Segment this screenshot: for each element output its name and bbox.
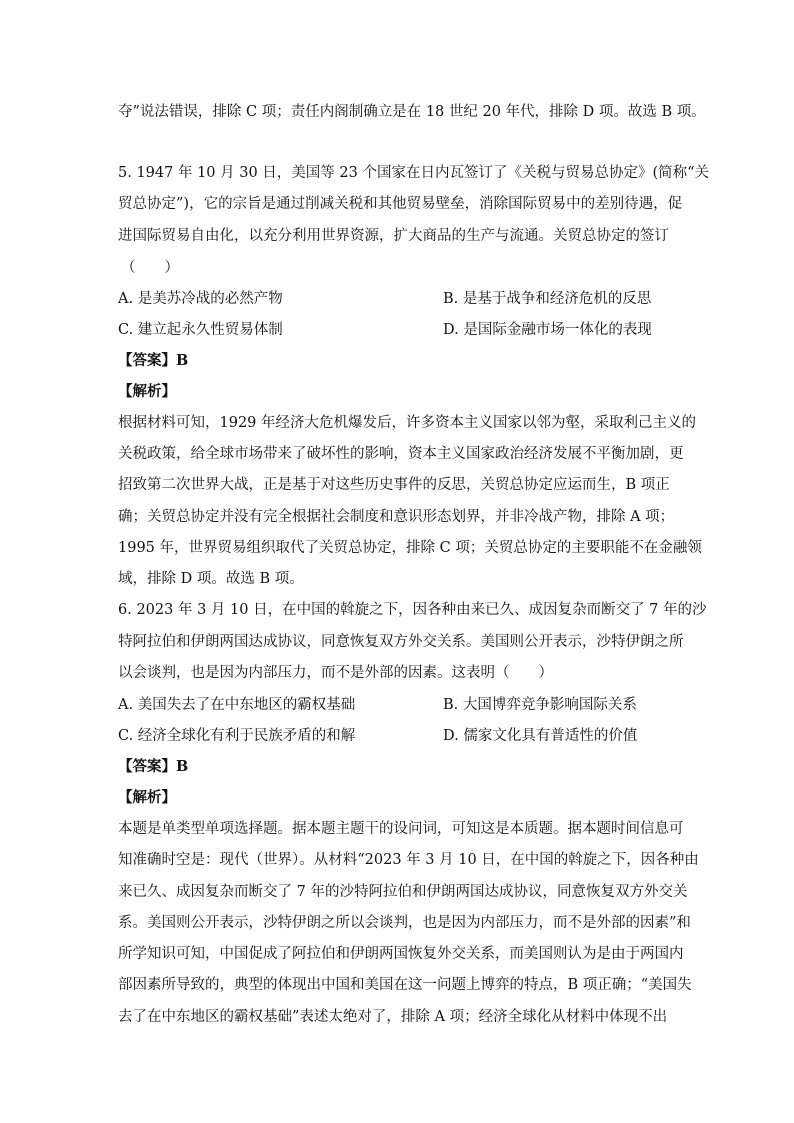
q5-option-d: D. 是国际金融市场一体化的表现: [443, 322, 652, 338]
q5-analysis-line-1: 根据材料可知，1929 年经济大危机爆发后，许多资本主义国家以邻为壑，采取利己主义的: [118, 415, 697, 431]
q5-answer: 【答案】B: [118, 352, 189, 369]
q6-stem-line-1: 6. 2023 年 3 月 10 日，在中国的斡旋之下，因各种由来已久、成因复杂而断交了 7 年的沙: [118, 602, 707, 618]
q6-answer: 【答案】B: [118, 758, 189, 775]
q6-analysis-line-7: 去了在中东地区的霸权基础”表述太绝对了，排除 A 项；经济全球化从材料中体现不出: [118, 1009, 668, 1025]
q6-option-d: D. 儒家文化具有普适性的价值: [443, 728, 638, 744]
q5-option-a: A. 是美苏冷战的必然产物: [118, 291, 283, 307]
q5-analysis-line-6: 域，排除 D 项。故选 B 项。: [118, 571, 304, 587]
q6-option-b: B. 大国博弈竞争影响国际关系: [443, 697, 637, 713]
q5-analysis-line-4: 确；关贸总协定并没有完全根据社会制度和意识形态划界，并非冷战产物，排除 A 项；: [118, 509, 675, 525]
q6-analysis-line-6: 部因素所导致的，典型的体现出中国和美国在这一问题上博弈的特点，B 项正确；“美国失: [118, 977, 692, 993]
q5-option-c: C. 建立起永久性贸易体制: [118, 322, 283, 338]
q5-analysis-line-5: 1995 年，世界贸易组织取代了关贸总协定，排除 C 项；关贸总协定的主要职能不在金融领: [118, 540, 702, 556]
q5-analysis-title: 【解析】: [118, 383, 176, 400]
q6-analysis-title: 【解析】: [118, 789, 176, 806]
q6-stem-line-3: 以会谈判，也是因为内部压力，而不是外部的因素。这表明（ ）: [118, 665, 553, 681]
q5-analysis-line-2: 关税政策，给全球市场带来了破坏性的影响，资本主义国家政治经济发展不平衡加剧，更: [118, 446, 684, 462]
q6-analysis-line-1: 本题是单类型单项选择题。据本题主题干的设问词，可知这是本质题。据本题时间信息可: [118, 821, 684, 837]
q6-analysis-line-2: 知准确时空是：现代（世界）。从材料“2023 年 3 月 10 日，在中国的斡旋之下，因各种由: [118, 852, 699, 868]
q5-option-b: B. 是基于战争和经济危机的反思: [443, 291, 652, 307]
q5-stem-line-2: 贸总协定”)，它的宗旨是通过削减关税和其他贸易壁垒，消除国际贸易中的差别待遇，促: [118, 196, 683, 212]
q6-option-a: A. 美国失去了在中东地区的霸权基础: [118, 697, 356, 713]
q5-stem-line-4: （ ）: [121, 260, 179, 276]
q5-analysis-line-3: 招致第二次世界大战，正是基于对这些历史事件的反思，关贸总协定应运而生，B 项正: [118, 477, 670, 493]
q6-analysis-line-5: 所学知识可知，中国促成了阿拉伯和伊朗两国恢复外交关系，而美国则认为是由于两国内: [118, 946, 684, 962]
q6-analysis-line-4: 系。美国则公开表示，沙特伊朗之所以会谈判，也是因为内部压力，而不是外部的因素”和: [118, 915, 691, 931]
q6-analysis-line-3: 来已久、成因复杂而断交了 7 年的沙特阿拉伯和伊朗两国达成协议，同意恢复双方外交关: [118, 884, 688, 900]
previous-analysis-tail: 夺”说法错误，排除 C 项；责任内阁制确立是在 18 世纪 20 年代，排除 D 项。故选 B 项。: [118, 104, 706, 120]
q6-stem-line-2: 特阿拉伯和伊朗两国达成协议，同意恢复双方外交关系。美国则公开表示，沙特伊朗之所: [118, 634, 684, 650]
q5-stem-line-3: 进国际贸易自由化，以充分利用世界资源，扩大商品的生产与流通。关贸总协定的签订: [118, 228, 669, 244]
q5-stem-line-1: 5. 1947 年 10 月 30 日，美国等 23 个国家在日内瓦签订了《关税与贸易总协定》(简称“关: [118, 165, 710, 181]
q6-option-c: C. 经济全球化有利于民族矛盾的和解: [118, 728, 356, 744]
